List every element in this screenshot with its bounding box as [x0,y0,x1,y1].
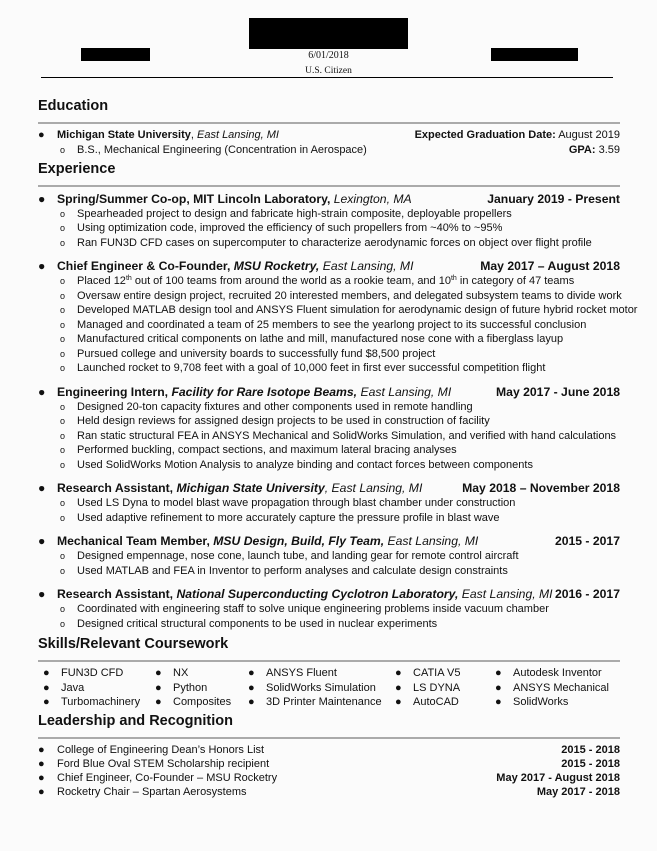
bullet-icon: ● [43,696,50,708]
section-divider [38,122,620,124]
job-bullet [38,496,620,511]
bullet-icon: ● [38,534,46,548]
sub-bullet-icon: o [60,363,66,373]
skill-name: FUN3D CFD [61,667,124,679]
bullet-icon: ● [43,667,50,679]
bullet-icon: ● [38,384,46,399]
bullet-text: Ran FUN3D CFD cases on supercomputer to characterize aerodynamic forces on object over flight profile [77,236,592,249]
bullet-text: Placed 12th out of 100 teams from around the world as a rookie team, and 10th in category of 47 teams [77,275,575,287]
leadership-list [38,743,620,800]
job-header [38,191,620,207]
job-dates: May 2017 – August 2018 [480,259,620,273]
bullet-icon: ● [38,786,45,799]
bullet-icon: ● [395,667,402,679]
leadership-item [38,743,620,757]
job-bullet [38,236,620,251]
sub-bullet-icon: o [60,401,66,412]
job-bullet [38,400,620,415]
job-header [38,533,620,549]
school-name: Michigan State University [57,129,191,141]
job-bullet [38,289,620,304]
job-organization: Michigan State University [176,481,325,495]
bullet-text: Launched rocket to 9,708 feet with a goal of 10,000 feet in first ever successful competition flight [77,362,546,374]
bullet-text: Designed 20-ton capacity fixtures and other components used in remote handling [77,400,473,413]
education-heading: Education [38,98,109,114]
sub-bullet-icon: o [60,237,66,248]
sub-bullet-icon: o [60,348,66,359]
skill-item [490,681,620,696]
leadership-item [38,785,620,799]
bullet-icon: ● [395,696,402,708]
bullet-text: Developed MATLAB design tool and ANSYS Fluent simulation for aerodynamic design of future hybrid rocket motor [77,304,638,316]
sub-bullet-icon: o [60,565,66,576]
bullet-text: Pursued college and university boards to successfully fund $8,500 project [77,347,436,360]
leadership-item [38,757,620,771]
sub-bullet-icon: o [60,208,66,219]
skill-name: ANSYS Mechanical [513,681,609,694]
job-organization: National Superconducting Cyclotron Laboratory, [176,587,459,601]
bullet-text: Designed critical structural components to be used in nuclear experiments [77,617,438,630]
bullet-icon: ● [38,771,45,784]
bullet-text: Used adaptive refinement to more accurately capture the pressure profile in blast wave [77,511,500,524]
skill-item [38,666,150,681]
job-bullet [38,318,620,333]
bullet-icon: ● [38,191,46,206]
job-bullet [38,303,638,318]
job-organization: MSU Rocketry, [233,259,320,273]
skill-name: ANSYS Fluent [266,667,337,679]
job-bullet [38,332,620,347]
job-dates: 2015 - 2017 [554,534,620,548]
bullet-icon: ● [248,696,255,708]
sub-bullet-icon: o [60,512,66,523]
school-location: East Lansing, MI [197,129,279,141]
sub-bullet-icon: o [60,334,66,344]
bullet-icon: ● [248,681,255,694]
leadership-text: Ford Blue Oval STEM Scholarship recipient [57,757,270,770]
job-bullet [38,617,620,632]
sub-bullet-icon: o [60,618,66,629]
degree-entry [38,143,620,158]
skill-name: LS DYNA [413,681,461,694]
grad-label: Expected Graduation Date: [414,129,556,141]
sub-bullet-icon: o [60,290,66,301]
bullet-icon: ● [38,757,45,770]
skill-item [150,666,243,681]
section-divider [38,660,620,662]
sub-bullet-icon: o [60,305,66,315]
job-bullet [38,414,620,429]
job-header [38,384,620,400]
job-bullet [38,549,620,564]
job-location: East Lansing, MI [360,384,452,399]
header-divider [41,77,613,78]
skills-grid [38,666,620,710]
leadership-dates: 2015 - 2018 [561,757,620,770]
skill-name: 3D Printer Maintenance [266,696,382,708]
job-title: Research Assistant, [57,587,174,601]
skill-item [390,695,490,710]
job-bullet [38,347,620,362]
job-dates: January 2019 - Present [487,191,620,206]
job-bullet [38,602,620,617]
job-dates: May 2018 – November 2018 [462,481,620,495]
bullet-icon: ● [495,681,502,694]
skill-name: AutoCAD [413,696,459,708]
bullet-text: Managed and coordinated a team of 25 members to see the yearlong project to its successful conclusion [77,318,587,331]
job-title: Chief Engineer & Co-Founder, [57,259,231,273]
sub-bullet-icon: o [60,430,66,441]
bullet-icon: ● [395,681,402,694]
job-title: Mechanical Team Member, [57,534,210,548]
bullet-icon: ● [248,667,255,679]
sub-bullet-icon: o [60,416,66,426]
skill-item [38,681,150,696]
sub-bullet-icon: o [60,604,66,614]
skill-name: Java [61,681,85,694]
section-divider [38,185,620,187]
bullet-icon: ● [495,696,502,708]
job-location: East Lansing, MI [461,587,553,601]
bullet-text: Used LS Dyna to model blast wave propagation through blast chamber under construction [77,497,516,509]
job-header [38,480,620,496]
ordinal-suffix: th [450,275,457,282]
redacted-name [249,18,408,49]
leadership-text: Rocketry Chair – Spartan Aerosystems [57,786,247,799]
job-dates: 2016 - 2017 [554,587,620,601]
sub-bullet-icon: o [60,445,66,455]
skill-item [490,695,620,710]
skill-item [150,695,243,710]
leadership-dates: May 2017 - August 2018 [496,771,620,784]
job-location: East Lansing, MI [322,259,414,273]
skill-name: Composites [173,696,232,708]
bullet-icon: ● [38,481,46,495]
sub-bullet-icon: o [60,276,66,286]
job-location: East Lansing, MI [387,534,479,548]
bullet-text: Coordinated with engineering staff to solve unique engineering problems inside vacuum chamber [77,603,549,615]
skill-item [38,695,150,710]
job-bullet [38,458,620,473]
job-organization: MIT Lincoln Laboratory, [193,191,331,206]
job-bullet [38,443,620,458]
job-location: Lexington, MA [333,191,412,206]
sub-bullet-icon: o [60,145,66,155]
bullet-icon: ● [155,696,162,708]
bullet-icon: ● [495,667,502,679]
skill-item [243,695,390,710]
job-organization: MSU Design, Build, Fly Team, [213,534,385,548]
job-dates: May 2017 - June 2018 [496,384,620,399]
job-bullet [38,221,620,236]
job-bullet [38,274,620,289]
header-citizenship: U.S. Citizen [305,66,352,76]
job-title: Engineering Intern, [57,384,169,399]
skill-item [243,681,390,696]
skill-name: NX [173,667,189,679]
bullet-icon: ● [38,743,45,756]
sub-bullet-icon: o [60,223,66,233]
job-bullet [38,429,620,444]
ordinal-suffix: th [125,275,132,282]
bullet-text: Spearheaded project to design and fabricate high-strain composite, deployable propellers [77,207,512,220]
leadership-item [38,771,620,785]
bullet-icon: ● [38,587,46,601]
bullet-text: Performed buckling, compact sections, and maximum lateral bracing analyses [77,444,457,456]
leadership-text: Chief Engineer, Co-Founder – MSU Rocketry [57,771,278,784]
gpa-label: GPA: [568,144,596,156]
skill-item [243,666,390,681]
skill-name: SolidWorks [513,696,569,708]
experience-heading: Experience [38,160,116,177]
bullet-text: Using optimization code, improved the efficiency of such propellers from ~40% to ~95% [77,222,503,234]
skill-item [490,666,620,681]
gpa-value: 3.59 [598,144,620,156]
experience-list [38,191,638,632]
skill-name: Turbomachinery [61,696,141,708]
skill-item [390,681,490,696]
sub-bullet-icon: o [60,319,66,330]
bullet-icon: ● [155,681,162,694]
job-bullet [38,361,620,376]
sub-bullet-icon: o [60,459,66,470]
skill-item [390,666,490,681]
leadership-text: College of Engineering Dean’s Honors List [57,743,265,756]
job-bullet [38,511,620,526]
grad-value: August 2019 [558,129,620,141]
bullet-icon: ● [38,259,46,273]
job-bullet [38,207,620,222]
sub-bullet-icon: o [60,551,66,561]
bullet-text: Used SolidWorks Motion Analysis to analyze binding and contact forces between components [77,458,533,471]
job-bullet [38,564,620,579]
skill-item [150,681,243,696]
bullet-icon: ● [38,129,45,141]
job-header [38,258,620,274]
degree: B.S., Mechanical Engineering (Concentration in Aerospace) [77,144,367,156]
job-title: Research Assistant, [57,481,174,495]
bullet-text: Manufactured critical components on lathe and mill, manufactured nose cone with a fiberglass layup [77,333,564,345]
job-title: Spring/Summer Co-op, [57,191,190,206]
bullet-text: Held design reviews for assigned design projects to be used in construction of facility [77,415,490,427]
skill-name: Python [173,681,208,694]
leadership-dates: 2015 - 2018 [561,743,620,756]
leadership-heading: Leadership and Recognition [38,712,233,729]
skill-name: SolidWorks Simulation [266,681,376,694]
bullet-icon: ● [43,681,50,694]
bullet-text: Used MATLAB and FEA in Inventor to perform analyses and calculate design constraints [77,564,508,577]
sub-bullet-icon: o [60,498,66,508]
job-location: , East Lansing, MI [324,481,423,495]
education-entry: ● Michigan State University, East Lansing, MI Expected Graduation Date: August 2019 [38,129,620,141]
skill-name: CATIA V5 [413,667,461,679]
section-divider [38,737,620,739]
bullet-text: Ran static structural FEA in ANSYS Mechanical and SolidWorks Simulation, and verified with hand calculations [77,429,617,442]
skill-name: Autodesk Inventor [513,667,602,679]
skills-heading: Skills/Relevant Coursework [38,636,229,652]
bullet-text: Designed empennage, nose cone, launch tube, and landing gear for remote control aircraft [77,550,519,562]
job-header [38,586,620,602]
leadership-dates: May 2017 - 2018 [536,786,620,799]
bullet-icon: ● [155,667,162,679]
job-organization: Facility for Rare Isotope Beams, [171,384,358,399]
bullet-text: Oversaw entire design project, recruited 20 interested members, and delegated subsystem teams to divide work [77,289,622,302]
header-date: 6/01/2018 [308,50,349,61]
